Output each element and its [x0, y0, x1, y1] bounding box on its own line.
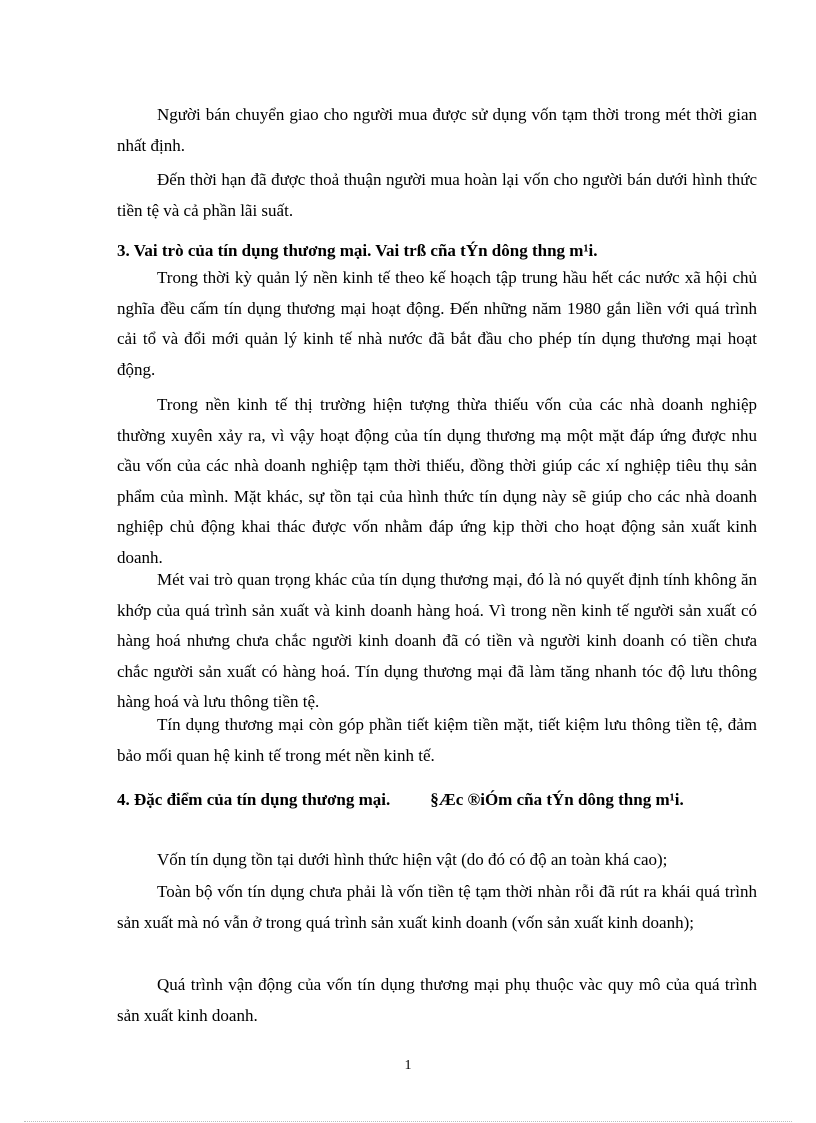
section-heading-part-a: 4. Đặc điểm của tín dụng thương mại.	[117, 790, 391, 809]
paragraph-text: Toàn bộ vốn tín dụng chưa phải là vốn tiền tệ tạm thời nhàn rỗi đã rút ra khái quá trình sản xuất mà nó vẫn ở trong quá trình sản xuất kinh doanh (vốn sản xuất kinh doanh);	[117, 882, 757, 932]
paragraph	[117, 565, 757, 718]
section-heading	[117, 785, 757, 816]
paragraph	[117, 877, 757, 938]
paragraph	[117, 390, 757, 573]
paragraph	[117, 165, 757, 226]
paragraph	[117, 263, 757, 385]
paragraph-text: Mét vai trò quan trọng khác của tín dụng thương mại, đó là nó quyết định tính không ăn khớp của quá trình sản xuất và kinh doanh hàng hoá. Vì trong nền kinh tế người sản xuất có hàng hoá nhưng chưa chắc người kinh doanh đã có tiền và người kinh doanh có tiền chưa chắc người sản xuất có hàng hoá. Tín dụng thương mại đã làm tăng nhanh tóc độ lưu thông hàng hoá và lưu thông tiền tệ.	[117, 570, 757, 711]
paragraph-text: Đến thời hạn đã được thoả thuận người mua hoàn lại vốn cho người bán dưới hình thức tiền tệ và cả phần lãi suất.	[117, 170, 757, 220]
section-heading	[117, 236, 757, 267]
paragraph-text: Người bán chuyển giao cho người mua được sử dụng vốn tạm thời trong mét thời gian nhất định.	[117, 105, 757, 155]
paragraph	[117, 100, 757, 161]
page-number: 1	[404, 1058, 412, 1073]
section-heading-part-b: §Æc ®iÓm cña tÝn dông thng m¹i.	[430, 790, 684, 809]
paragraph	[117, 970, 757, 1031]
paragraph-text: Vốn tín dụng tồn tại dưới hình thức hiện vật (do đó có độ an toàn khá cao);	[157, 850, 668, 869]
paragraph-text: Quá trình vận động của vốn tín dụng thương mại phụ thuộc vàc quy mô của quá trình sản xuất kinh doanh.	[117, 975, 757, 1025]
paragraph-text: Tín dụng thương mại còn góp phần tiết kiệm tiền mặt, tiết kiệm lưu thông tiền tệ, đảm bảo mối quan hệ kinh tế trong mét nền kinh tế.	[117, 715, 757, 765]
paragraph-text: Trong thời kỳ quản lý nền kinh tế theo kế hoạch tập trung hầu hết các nước xã hội chủ nghĩa đều cấm tín dụng thương mại hoạt động. Đến những năm 1980 gắn liền với quá trình cải tổ và đổi mới quản lý kinh tế nhà nước đã bắt đầu cho phép tín dụng thương mại hoạt động.	[117, 268, 757, 379]
section-heading-text	[117, 785, 757, 816]
paragraph-text: Trong nền kinh tế thị trường hiện tượng thừa thiếu vốn của các nhà doanh nghiệp thường xuyên xảy ra, vì vậy hoạt động của tín dụng thương mạ một mặt đáp ứng được nhu cầu vốn của các nhà doanh nghiệp tạm thời thiếu, đồng thời giúp các xí nghiệp tiêu thụ sản phẩm của mình. Mặt khác, sự tồn tại của hình thức tín dụng này sẽ giúp cho các nhà doanh nghiệp chủ động khai thác được vốn nhằm đáp ứng kịp thời cho hoạt động sản xuất kinh doanh.	[117, 395, 757, 567]
section-heading-text: 3. Vai trò của tín dụng thương mại. Vai trß cña tÝn dông thng m¹i.	[117, 241, 598, 260]
paragraph	[117, 710, 757, 771]
page-edge-divider	[24, 1121, 792, 1122]
paragraph	[117, 845, 757, 876]
